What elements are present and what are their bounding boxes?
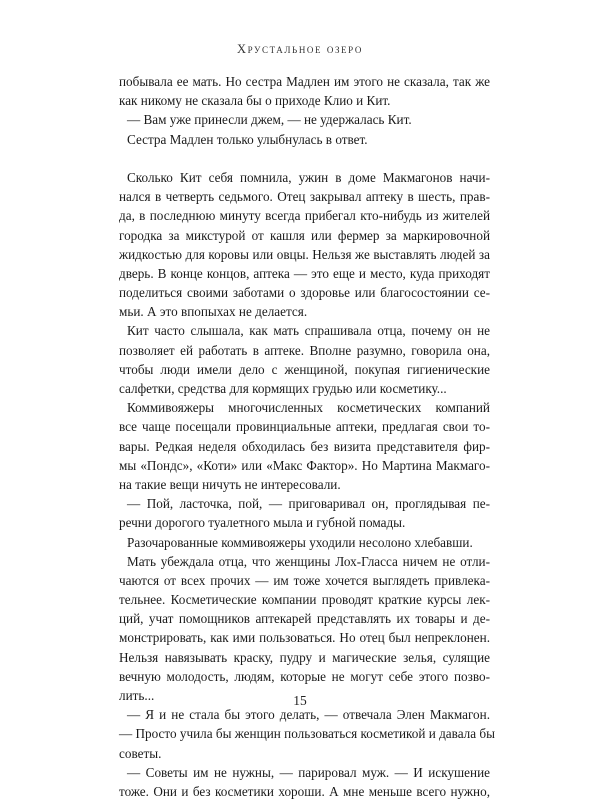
text-line: Сестра Мадлен только улыбнулась в ответ. — [127, 131, 368, 147]
paragraph — [119, 130, 490, 149]
text-line: — Пой, ласточка, пой, — приговаривал он, проглядывая пе- — [127, 496, 490, 512]
paragraph — [119, 533, 490, 552]
text-line: салфетки, средства для кормящих грудью или косметику... — [119, 381, 447, 396]
text-line: жидкостью для коровы или овцы. Нельзя же выставлять людей за — [119, 246, 490, 262]
text-line: Разочарованные коммивояжеры уходили несолоно хлебавши. — [127, 534, 473, 550]
text-line: — Вам уже принесли джем, — не удержалась Кит. — [127, 112, 412, 128]
text-line: чтобы люди имели дело с женщиной, покупая гигиенические — [119, 361, 490, 377]
text-line: Нельзя навязывать краску, пудру и магические зелья, сулящие — [119, 649, 490, 665]
paragraph-gap — [119, 149, 490, 168]
text-line: Коммивояжеры многочисленных косметических компаний — [127, 400, 490, 416]
text-line: дверь. В конце концов, аптека — это еще и место, куда приходят — [119, 265, 490, 281]
text-line: как никому не сказала бы о приходе Клио и Кит. — [119, 93, 391, 109]
text-line: монстрировать, как ими пользоваться. Но отец был непреклонен. — [119, 630, 490, 646]
paragraph — [119, 168, 490, 322]
text-line: тоже. Они и без косметики хороши. А мне меньше всего нужно, — [119, 783, 490, 799]
paragraph — [119, 110, 490, 129]
text-line: — Советы им не нужны, — парировал муж. — И искушение — [127, 764, 490, 780]
text-line: Мать убеждала отца, что женщины Лох-Гласса ничем не отли- — [127, 553, 490, 569]
text-line: нался в четверть седьмого. Отец закрывал аптеку в шесть, прав- — [119, 189, 490, 205]
text-line: все чаще посещали провинциальные аптеки, предлагая свои то- — [119, 419, 490, 435]
text-line: на такие вещи ничуть не интересовали. — [119, 476, 341, 492]
text-line: вары. Редкая неделя обходилась без визита представителя фир- — [119, 438, 490, 454]
text-line: вечную молодость, людям, которые не могут себе этого позво- — [119, 668, 490, 684]
text-line: ций, учат помощников аптекарей представлять их товары и де- — [119, 611, 490, 627]
paragraph — [119, 321, 490, 398]
text-line: речни дорогого туалетного мыла и губной помады. — [119, 515, 406, 531]
text-line: городка за микстурой от кашля или фермер за маркировочной — [119, 227, 490, 243]
text-line: побывала ее мать. Но сестра Мадлен им этого не сказала, так же — [119, 74, 490, 89]
paragraph — [119, 72, 490, 110]
paragraph — [119, 398, 490, 494]
text-line: да, в последнюю минуту всегда прибегал кто-нибудь из жителей — [119, 208, 490, 224]
text-line: лить... — [119, 688, 155, 703]
text-line: поделиться своими заботами о здоровье или благосостоянии се- — [119, 285, 490, 301]
running-header: Хрустальное озеро — [237, 42, 363, 56]
text-line: чаются от всех прочих — им тоже хочется выглядеть привлека- — [119, 572, 490, 588]
text-line: мьи. А это впопыхах не делается. — [119, 304, 308, 320]
paragraph — [119, 552, 490, 706]
paragraph — [119, 705, 495, 763]
page-body — [119, 72, 495, 801]
text-line: тельнее. Косметические компании проводят краткие курсы лек- — [119, 592, 490, 608]
text-line: — Я и не стала бы этого делать, — отвечала Элен Макмагон. — [127, 707, 490, 723]
paragraph — [119, 763, 490, 801]
page-number: 15 — [293, 693, 307, 708]
text-line: мы «Пондс», «Коти» или «Макс Фактор». Но Мартина Макмаго- — [119, 457, 490, 473]
text-line: позволяет ей работать в аптеке. Вполне разумно, говорила она, — [119, 342, 490, 358]
text-line: Кит часто слышала, как мать спрашивала отца, почему он не — [127, 323, 490, 339]
text-line: советы. — [119, 745, 162, 761]
text-line: — Просто учила бы женщин пользоваться косметикой и давала бы — [119, 726, 495, 742]
text-line: Сколько Кит себя помнила, ужин в доме Макмагонов начи- — [127, 169, 490, 185]
paragraph — [119, 494, 490, 532]
